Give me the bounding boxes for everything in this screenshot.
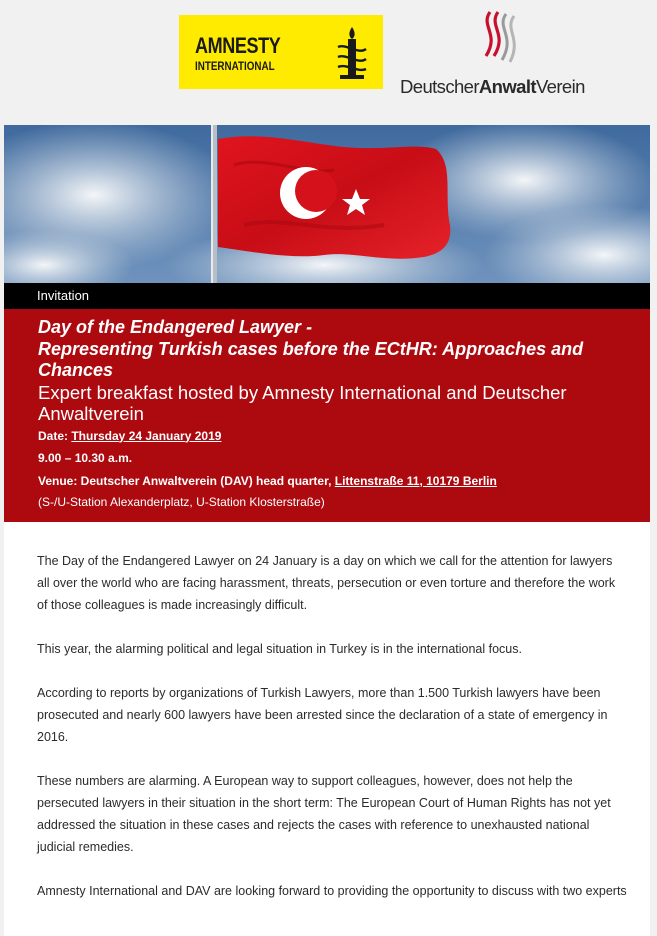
- paragraph-1: The Day of the Endangered Lawyer on 24 January is a day on which we call for the attention for lawyers all over the world who are facing harassment, threats, persecution or even torture and therefore the work of those colleagues is made increasingly difficult.: [37, 554, 616, 612]
- invitation-label: Invitation: [4, 283, 650, 309]
- paragraph-4: These numbers are alarming. A European way to support colleagues, however, does not help the persecuted lawyers in their situation in the short term: The European Court of Human Rights has not yet addressed the situation in these cases and rejects the cases with reference to unexhausted national judicial remedies.: [37, 774, 611, 854]
- turkish-flag-image: [4, 125, 650, 283]
- dav-logo-text: [400, 76, 585, 98]
- dav-logo-part3: Verein: [535, 76, 585, 97]
- invitation-panel: [4, 125, 650, 936]
- amnesty-international-logo[interactable]: [179, 15, 383, 89]
- header: [0, 0, 657, 125]
- body-text: [37, 550, 627, 924]
- event-title-line2: Representing Turkish cases before the ECtHR: Approaches and Chances: [38, 338, 584, 380]
- hero-image: [4, 125, 650, 283]
- dav-logo-part2: Anwalt: [478, 76, 536, 97]
- event-venue: [38, 470, 616, 493]
- date-value-link[interactable]: Thursday 24 January 2019: [71, 428, 222, 443]
- event-time: 9.00 – 10.30 a.m.: [38, 451, 133, 465]
- paragraph-3: According to reports by organizations of Turkish Lawyers, more than 1.500 Turkish lawyers have been prosecuted and nearly 600 lawyers have been arrested since the declaration of a state of emergency in 2016.: [37, 686, 608, 744]
- dav-wave-icon: [476, 8, 524, 66]
- event-title: [38, 317, 616, 382]
- deutscher-anwaltverein-logo[interactable]: [396, 6, 606, 98]
- paragraph-5: Amnesty International and DAV are looking forward to providing the opportunity to discuss with two experts: [37, 884, 627, 898]
- candle-barbed-wire-icon: [334, 25, 370, 81]
- amnesty-logo-line2: INTERNATIONAL: [195, 59, 275, 73]
- dav-logo-part1: Deutscher: [400, 76, 479, 97]
- venue-label: Venue: Deutscher Anwaltverein (DAV) head quarter,: [38, 473, 335, 488]
- event-date: [38, 425, 616, 448]
- paragraph-2: This year, the alarming political and legal situation in Turkey is in the international focus.: [37, 642, 522, 656]
- venue-address-link[interactable]: Littenstraße 11, 10179 Berlin: [334, 473, 497, 488]
- event-transit: (S-/U-Station Alexanderplatz, U-Station Klosterstraße): [38, 495, 325, 509]
- date-label: Date:: [38, 428, 72, 443]
- amnesty-logo-line1: AMNESTY: [195, 33, 281, 58]
- amnesty-logo-text: [195, 35, 299, 72]
- event-meta: [38, 425, 616, 493]
- event-details: [4, 309, 650, 522]
- event-subtitle: Expert breakfast hosted by Amnesty International and Deutscher Anwaltverein: [38, 381, 567, 424]
- event-title-line1: Day of the Endangered Lawyer -: [38, 317, 313, 337]
